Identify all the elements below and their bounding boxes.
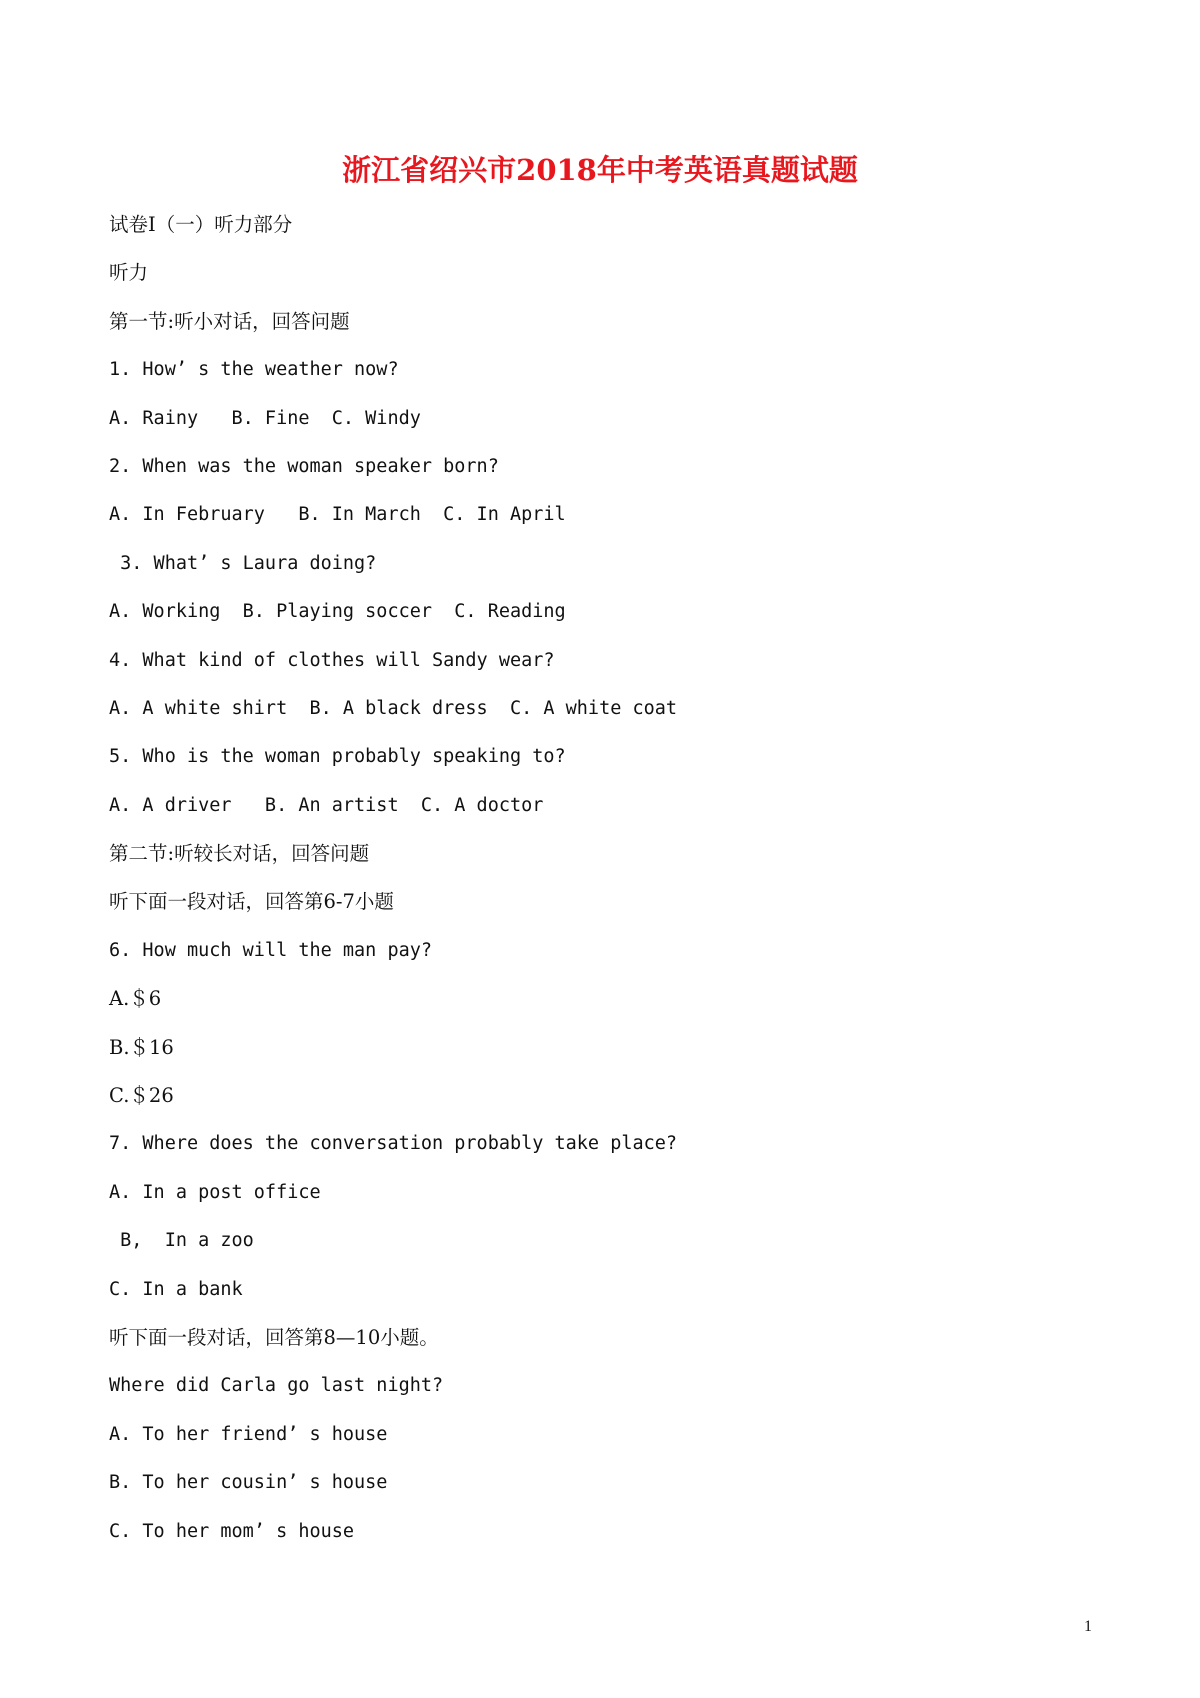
text-line: C. In a bank [109, 1278, 243, 1300]
page-number: 1 [1084, 1618, 1092, 1635]
document-body [109, 210, 1109, 1565]
text-line: A. In a post office [109, 1181, 321, 1203]
text-line: 5. Who is the woman probably speaking to? [109, 746, 566, 768]
text-line: A. Rainy B. Fine C. Windy [109, 407, 421, 429]
text-line: 6. How much will the man pay? [109, 939, 433, 961]
text-line: A. A driver B. An artist C. A doctor [109, 794, 544, 816]
text-line: 7. Where does the conversation probably take place? [109, 1133, 678, 1155]
text-line: C. To her mom’ s house [109, 1520, 355, 1542]
page-title: 浙江省绍兴市2018年中考英语真题试题 [342, 153, 858, 187]
text-line: 听力 [109, 261, 149, 285]
text-line: 4. What kind of clothes will Sandy wear? [109, 649, 555, 671]
text-line: A. A white shirt B. A black dress C. A white coat [109, 697, 678, 719]
text-line: B.＄16 [109, 1035, 174, 1059]
text-line: 试卷Ⅰ（一）听力部分 [109, 213, 293, 236]
text-line: 听下面一段对话，回答第6-7小题 [109, 890, 394, 914]
text-line: B. To her cousin’ s house [109, 1472, 388, 1494]
text-line: 3. What’ s Laura doing? [109, 552, 377, 574]
text-line: C.＄26 [109, 1084, 174, 1108]
text-line: A. Working B. Playing soccer C. Reading [109, 601, 566, 623]
text-line: A. In February B. In March C. In April [109, 504, 566, 526]
text-line: 听下面一段对话，回答第8—10小题。 [109, 1325, 439, 1349]
text-line: 第二节:听较长对话，回答问题 [109, 842, 370, 866]
text-line: A. To her friend’ s house [109, 1423, 388, 1445]
text-line: 第一节:听小对话，回答问题 [109, 309, 350, 333]
text-line: 2. When was the woman speaker born? [109, 455, 499, 477]
text-line: 1. How’ s the weather now? [109, 359, 399, 381]
text-line: A.＄6 [109, 987, 162, 1011]
text-line: B, In a zoo [109, 1230, 254, 1252]
text-line: Where did Carla go last night? [109, 1375, 444, 1397]
